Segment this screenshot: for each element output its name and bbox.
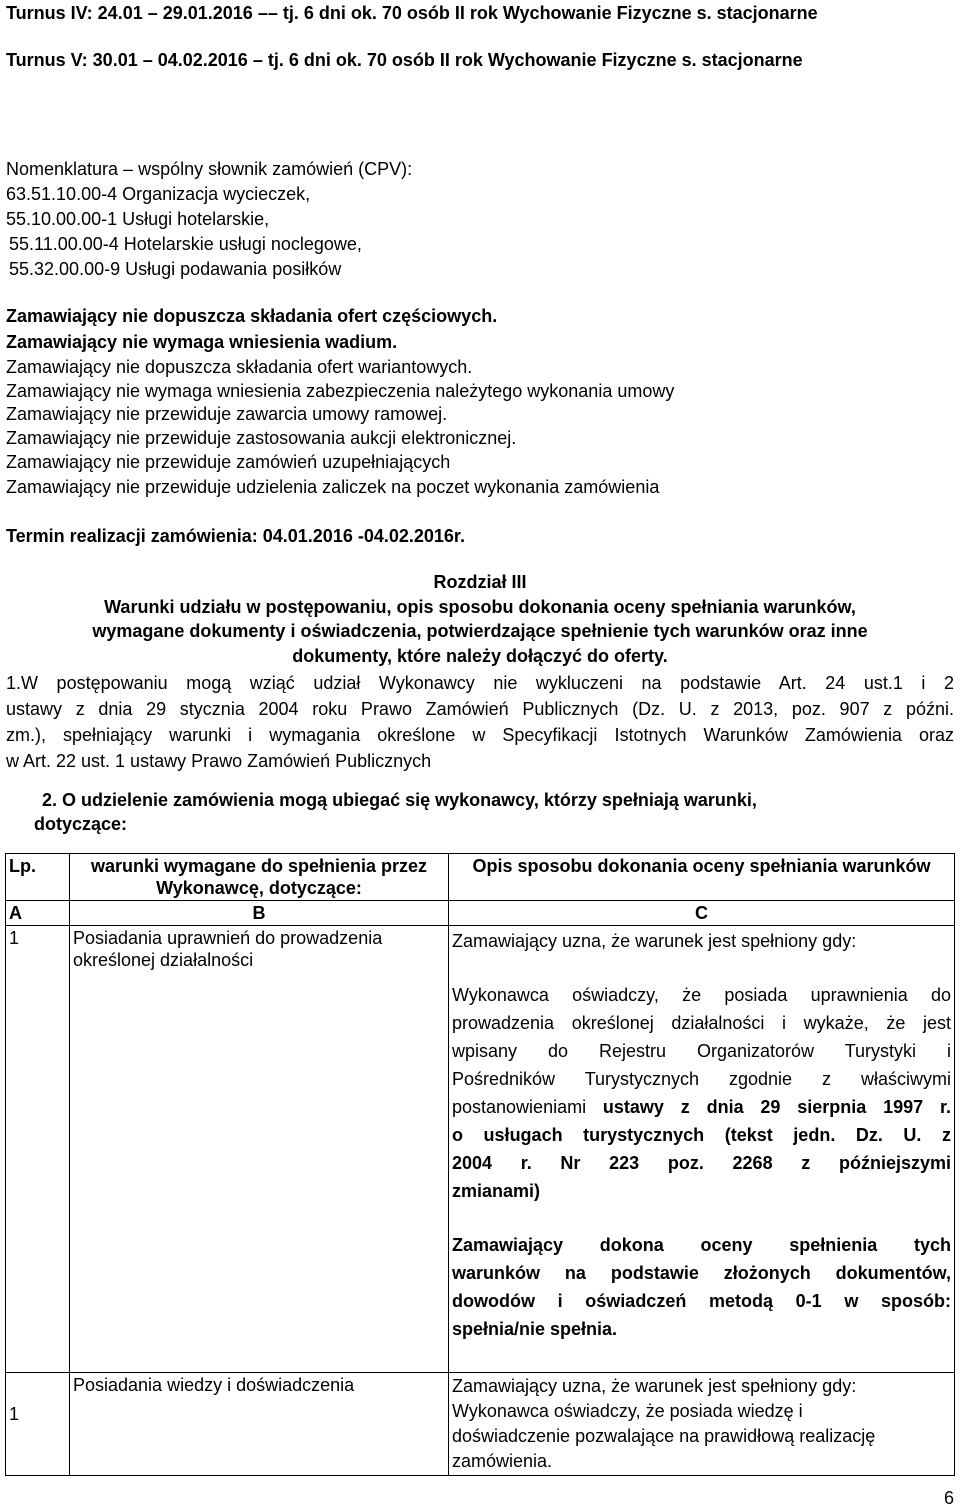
cpv-code: 63.51.10.00-4 Organizacja wycieczek, <box>6 184 311 204</box>
evaluation-line: Wykonawca oświadczy, że posiada uprawnienia do <box>452 985 951 1005</box>
chapter-subtitle-line: dokumenty, które należy dołączyć do oferty. <box>292 646 668 666</box>
statement: Zamawiający nie przewiduje zawarcia umowy ramowej. <box>6 404 448 424</box>
statement: Zamawiający nie wymaga wniesienia zabezpieczenia należytego wykonania umowy <box>6 381 675 401</box>
page-number: 6 <box>943 1488 954 1508</box>
evaluation-line: wpisany do Rejestru Organizatorów Turystyki i <box>452 1041 951 1061</box>
table-letters-row <box>6 901 955 926</box>
statement: Zamawiający nie przewiduje zamówień uzupełniających <box>6 452 451 472</box>
statement: Zamawiający nie przewiduje udzielenia zaliczek na poczet wykonania zamówienia <box>6 477 660 497</box>
statement: Zamawiający nie dopuszcza składania ofert wariantowych. <box>6 357 473 377</box>
header-evaluation: Opis sposobu dokonania oceny spełniania warunków <box>449 854 955 901</box>
cpv-code: 55.32.00.00-9 Usługi podawania posiłków <box>9 259 342 279</box>
point-1-line: ustawy z dnia 29 stycznia 2004 roku Prawo Zamówień Publicznych (Dz. U. z 2013, poz. 907 z późni. <box>6 699 954 719</box>
evaluation-line: prowadzenia określonej działalności i wykaże, że jest <box>452 1013 951 1033</box>
chapter-subtitle-line: Warunki udziału w postępowaniu, opis sposobu dokonania oceny spełniania warunków, <box>104 597 856 617</box>
evaluation-bold-line: zmianami) <box>452 1181 541 1201</box>
evaluation-line: Zamawiający uzna, że warunek jest spełniony gdy: <box>452 1376 857 1396</box>
conditions-table <box>5 853 955 1476</box>
table-header-row <box>6 854 955 901</box>
evaluation-method-paragraph <box>452 1231 951 1343</box>
point-2-heading: 2. O udzielenie zamówienia mogą ubiegać się wykonawcy, którzy spełniają warunki, <box>42 790 757 810</box>
row-lp: 1 <box>6 926 70 1373</box>
cpv-code: 55.11.00.00-4 Hotelarskie usługi noclegowe, <box>9 234 362 254</box>
evaluation-line <box>452 1093 951 1121</box>
statement-bold: Zamawiający nie wymaga wniesienia wadium. <box>6 332 398 352</box>
evaluation-line: zamówienia. <box>452 1451 553 1471</box>
chapter-title: Rozdział III <box>433 572 527 592</box>
evaluation-method-line: dowodów i oświadczeń metodą 0-1 w sposób: <box>452 1291 951 1311</box>
statement: Zamawiający nie przewiduje zastosowania aukcji elektronicznej. <box>6 428 517 448</box>
evaluation-plain-text: postanowieniami <box>452 1097 603 1117</box>
row-condition: Posiadania wiedzy i doświadczenia <box>70 1373 449 1476</box>
row-evaluation <box>449 1373 955 1476</box>
row-lp: 1 <box>6 1373 70 1476</box>
point-1-paragraph <box>6 670 954 774</box>
evaluation-method-line: Zamawiający dokona oceny spełnienia tych <box>452 1235 951 1255</box>
termin-realizacji: Termin realizacji zamówienia: 04.01.2016 -04.02.2016r. <box>6 526 465 546</box>
evaluation-bold-line: 2004 r. Nr 223 poz. 2268 z późniejszymi <box>452 1153 951 1173</box>
evaluation-bold-text: ustawy z dnia 29 sierpnia 1997 r. <box>602 1097 951 1117</box>
point-1-line: zm.), spełniający warunki i wymagania określone w Specyfikacji Istotnych Warunków Zamówienia oraz <box>6 725 954 745</box>
cpv-code: 55.10.00.00-1 Usługi hotelarskie, <box>6 209 270 229</box>
header-conditions: warunki wymagane do spełnienia przez Wykonawcę, dotyczące: <box>70 854 449 901</box>
statement-bold: Zamawiający nie dopuszcza składania ofert częściowych. <box>6 306 498 326</box>
turnus-v-line: Turnus V: 30.01 – 04.02.2016 – tj. 6 dni ok. 70 osób II rok Wychowanie Fizyczne s. stacjonarne <box>6 50 803 70</box>
table-row <box>6 926 955 1373</box>
column-letter-b: B <box>70 901 449 926</box>
evaluation-method-line: warunków na podstawie złożonych dokumentów, <box>452 1263 951 1283</box>
evaluation-line: Wykonawca oświadczy, że posiada wiedzę i <box>452 1401 803 1421</box>
cpv-title: Nomenklatura – wspólny słownik zamówień (CPV): <box>6 159 413 179</box>
header-lp: Lp. <box>6 854 70 901</box>
chapter-subtitle-line: wymagane dokumenty i oświadczenia, potwierdzające spełnienie tych warunków oraz inne <box>92 621 868 641</box>
row-condition: Posiadania uprawnień do prowadzenia określonej działalności <box>70 926 449 1373</box>
point-1-line: w Art. 22 ust. 1 ustawy Prawo Zamówień Publicznych <box>6 751 432 771</box>
column-letter-c: C <box>449 901 955 926</box>
evaluation-line: Pośredników Turystycznych zgodnie z właściwymi <box>452 1069 951 1089</box>
evaluation-paragraph <box>452 981 951 1205</box>
evaluation-bold-line: o usługach turystycznych (tekst jedn. Dz. U. z <box>452 1125 951 1145</box>
evaluation-intro: Zamawiający uzna, że warunek jest spełniony gdy: <box>452 931 857 951</box>
evaluation-method-line: spełnia/nie spełnia. <box>452 1319 618 1339</box>
point-2-heading-cont: dotyczące: <box>34 814 128 834</box>
table-row <box>6 1373 955 1476</box>
row-evaluation <box>449 926 955 1373</box>
point-1-line: 1.W postępowaniu mogą wziąć udział Wykonawcy nie wykluczeni na podstawie Art. 24 ust.1 i 2 <box>6 673 954 693</box>
turnus-iv-line: Turnus IV: 24.01 – 29.01.2016 –– tj. 6 dni ok. 70 osób II rok Wychowanie Fizyczne s. stacjonarne <box>6 3 818 23</box>
column-letter-a: A <box>6 901 70 926</box>
evaluation-line: doświadczenie pozwalające na prawidłową realizację <box>452 1426 876 1446</box>
